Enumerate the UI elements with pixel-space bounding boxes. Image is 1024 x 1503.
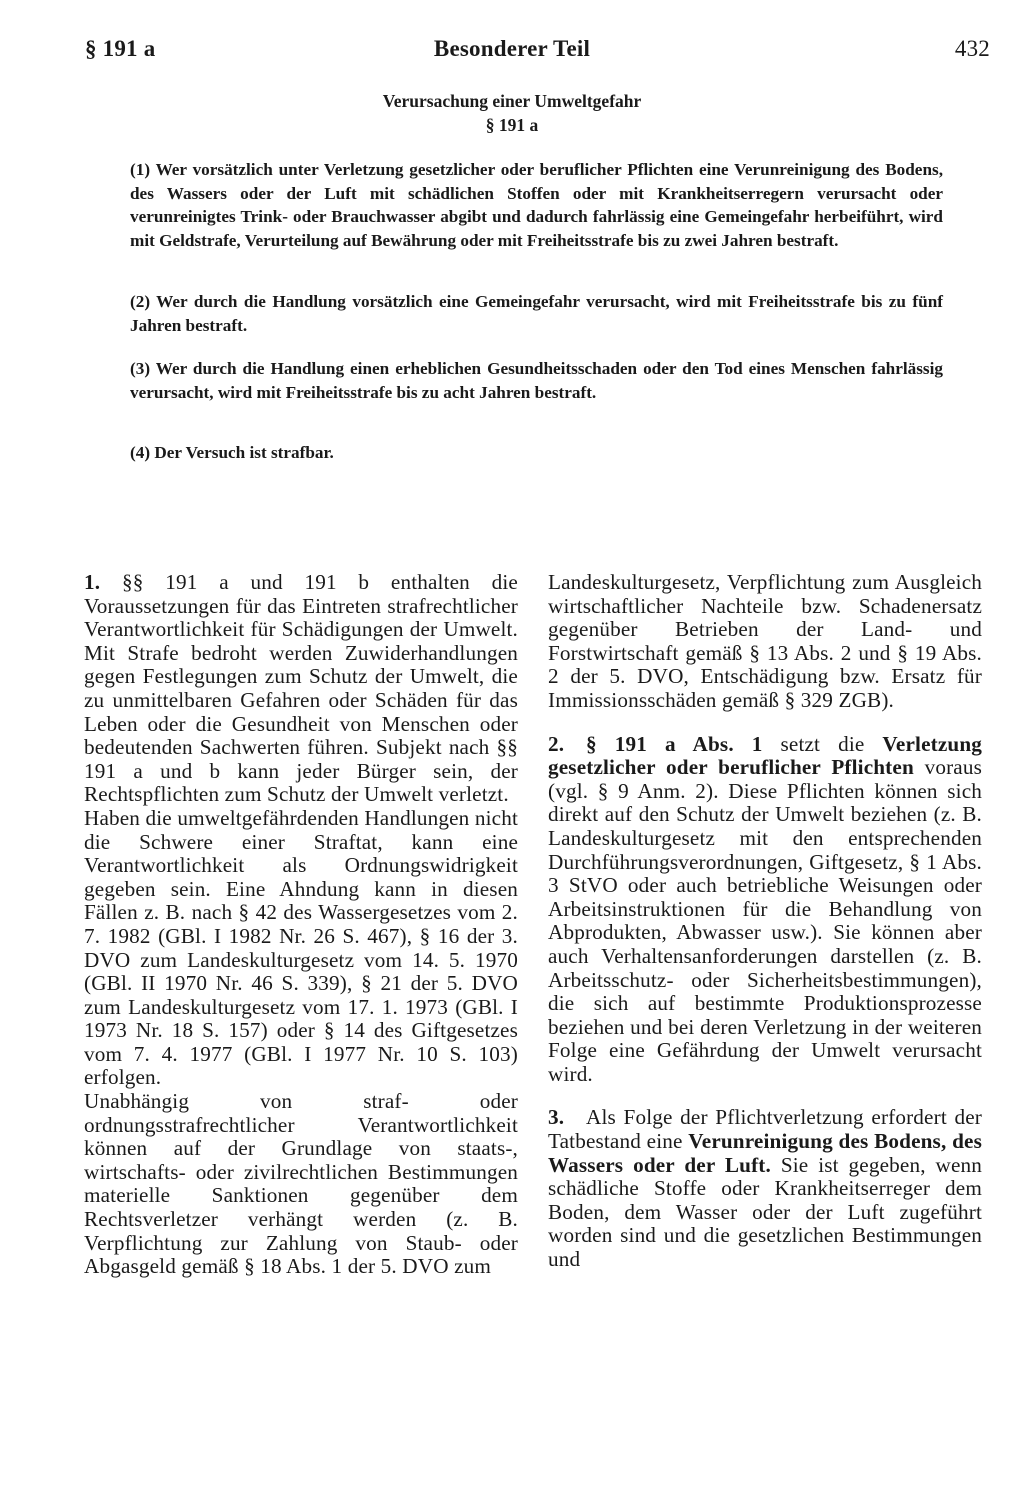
- statute-paragraph-1: (1) Wer vorsätzlich unter Verletzung gesetzlicher oder beruflicher Pflichten eine Verunreinigung des Bodens, des Wassers oder der Luft mit schädlichen Stoffen oder mit Krankheitserregern verursacht oder verunreinigtes Trink- oder Brauchwasser abgibt und dadurch fahrlässig eine Gemeingefahr herbeiführt, wird mit Geldstrafe, Verurteilung auf Bewährung oder mit Freiheitsstrafe bis zu zwei Jahren bestraft.: [130, 160, 943, 250]
- note-2-emphasis: Verletzung gesetzlicher oder beruflicher Pflichten: [548, 731, 982, 780]
- note-3-emphasis: Verunreinigung des Bodens, des Wassers oder der Luft.: [548, 1129, 982, 1177]
- note-number: 1.: [84, 570, 101, 594]
- note-1-paragraph-2: Haben die umweltgefährdenden Handlungen nicht die Schwere einer Straftat, kann eine Verantwortlichkeit als Ordnungswidrigkeit gegeben sein. Eine Ahndung kann in diesen Fällen z. B. nach § 42 des Wassergesetzes vom 2. 7. 1982 (GBl. I 1982 Nr. 26 S. 467), § 16 der 3. DVO zum Landeskulturgesetz vom 14. 5. 1970 (GBl. II 1970 Nr. 46 S. 339), § 21 der 5. DVO zum Landeskulturgesetz vom 17. 1. 1973 (GBl. I 1973 Nr. 18 S. 157) oder § 14 des Giftgesetzes vom 7. 4. 1977 (GBl. I 1977 Nr. 10 S. 103) erfolgen.: [84, 805, 518, 1090]
- statute-section: § 191 a: [485, 115, 539, 135]
- note-number: 3.: [548, 1105, 565, 1130]
- statute-title: Verursachung einer Umweltgefahr: [382, 91, 642, 111]
- note-3-text-b: Sie ist gegeben, wenn schädliche Stoffe oder Krankheitserreger dem Boden, dem Wasser oder der Luft zugeführt worden sind und die gesetzlichen Bestimmungen und: [548, 1152, 982, 1272]
- note-3-paragraph: [548, 1106, 982, 1271]
- commentary-right-column: [548, 571, 982, 1272]
- statute-paragraph-2: (2) Wer durch die Handlung vorsätzlich eine Gemeingefahr verursacht, wird mit Freiheitsstrafe bis zu fünf Jahren bestraft.: [130, 292, 943, 335]
- note-1-paragraph: [84, 571, 518, 807]
- note-1-paragraph-3: Unabhängig von straf- oder ordnungsstrafrechtlicher Verantwortlichkeit können auf der Grundlage von staats-, wirtschafts- oder zivilrechtlichen Bestimmungen materielle Sanktionen gegenüber dem Rechtsverletzer verhängt werden (z. B. Verpflichtung zur Zahlung von Staub- oder Abgasgeld gemäß § 18 Abs. 1 der 5. DVO zum: [84, 1089, 518, 1279]
- note-1-text: §§ 191 a und 191 b enthalten die Voraussetzungen für das Eintreten strafrechtlicher Verantwortlichkeit für Schädigungen der Umwelt. Mit Strafe bedroht werden Zuwiderhandlungen gegen Festlegungen zum Schutz der Umwelt, die zu unmittelbaren Gefahren oder Schäden für das Leben oder die Gesundheit von Menschen oder bedeutenden Sachwerten führen. Subjekt nach §§ 191 a und b kann jeder Bürger sein, der Rechtspflichten zum Schutz der Umwelt verletzt.: [84, 570, 518, 807]
- note-3-text-a: Als Folge der Pflichtverletzung erfordert der Tatbestand eine: [548, 1105, 982, 1154]
- note-2-reference: § 191 a Abs. 1: [586, 731, 763, 756]
- note-2-paragraph: [548, 733, 982, 1087]
- note-number: 2.: [548, 731, 565, 756]
- page-number: 432: [954, 36, 990, 61]
- statute-paragraph-4: (4) Der Versuch ist strafbar.: [130, 443, 334, 462]
- commentary-left-column: [84, 571, 518, 1279]
- running-head-part: Besonderer Teil: [433, 36, 591, 61]
- running-head-section: § 191 a: [85, 36, 156, 61]
- note-2-text-b: voraus (vgl. § 9 Anm. 2). Diese Pflichten können sich direkt auf den Schutz der Umwelt beziehen (z. B. Landeskulturgesetz mit den entsprechenden Durchführungsverordnungen, Giftgesetz, § 1 Abs. 3 StVO oder auch betriebliche Weisungen oder Arbeitsinstruktionen für die Behandlung von Abprodukten, Abwasser usw.). Sie können aber auch Verhaltensanforderungen darstellen (z. B. Arbeitsschutz- oder Sicherheitsbestimmungen), die sich auf bestimmte Produktionsprozesse beziehen und bei deren Verletzung in der weiteren Folge eine Gefährdung der Umwelt verursacht wird.: [548, 755, 982, 1086]
- note-2-text-a: setzt die: [762, 731, 883, 756]
- note-1-continuation: Landeskulturgesetz, Verpflichtung zum Ausgleich wirtschaftlicher Nachteile bzw. Schadenersatz gegenüber Betrieben der Land- und Forstwirtschaft gemäß § 13 Abs. 2 und § 19 Abs. 2 der 5. DVO, Entschädigung bzw. Ersatz für Immissionsschäden gemäß § 329 ZGB).: [548, 570, 982, 712]
- statute-paragraph-3: (3) Wer durch die Handlung einen erheblichen Gesundheitsschaden oder den Tod eines Menschen fahrlässig verursacht, wird mit Freiheitsstrafe bis zu acht Jahren bestraft.: [130, 359, 943, 402]
